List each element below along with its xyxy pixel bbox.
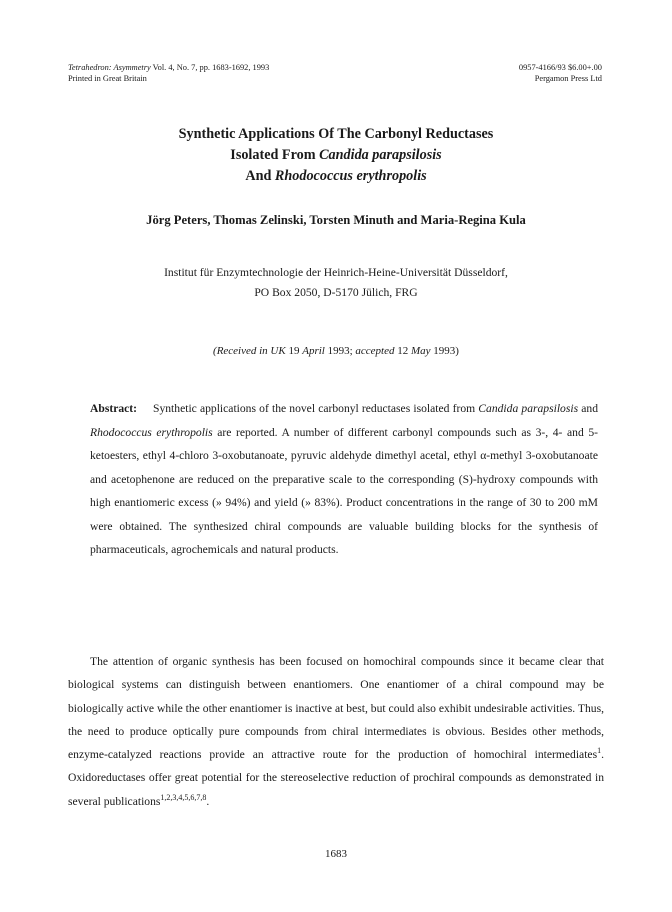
publisher-name: Pergamon Press Ltd (534, 74, 602, 83)
title-line-2: Isolated From Candida parapsilosis (230, 147, 442, 163)
species-rhodococcus: Rhodococcus erythropolis (90, 425, 213, 439)
received-dates: (Received in UK 19 April 1993; accepted 12 May 1993) (213, 345, 459, 357)
species-candida: Candida parapsilosis (478, 402, 579, 415)
publisher-header (519, 62, 602, 84)
affiliation-line-1: Institut für Enzymtechnologie der Heinrich-Heine-Universität Düsseldorf, (164, 266, 508, 279)
title-line-1: Synthetic Applications Of The Carbonyl Reductases (178, 126, 494, 142)
price-code: 0957-4166/93 $6.00+.00 (518, 63, 602, 72)
printed-in: Printed in Great Britain (68, 74, 147, 83)
title-line-3: And Rhodococcus erythropolis (245, 168, 427, 184)
abstract-label: Abstract: (90, 402, 138, 415)
body-paragraph: The attention of organic synthesis has been focused on homochiral compounds since it became clear that biological systems can distinguish between enantiomers. One enantiomer of a chiral compound may be biologically active while the other enantiomer is inactive at best, but could also exhibit undesirable activities. Thus, the need to produce optically pure compounds from chiral intermediates is obvious. Besides other methods, enzyme-catalyzed reactions provide an attractive route for the production of homochiral intermediates$^1$. Oxidoreductases offer great potential for the stereoselective reduction of prochiral compounds as demonstrated in several publications$^{1,2,3,4,5,6,7,8}$. (68, 655, 604, 808)
page-number: 1683 (325, 848, 347, 860)
abstract: Abstract: Synthetic applications of the novel carbonyl reductases isolated from Candida parapsilosis and Rhodococcus erythropolis are reported. A number of different carbonyl compounds such as 3-, 4- and 5-ketoesters, ethyl 4-chloro 3-oxobutanoate, pyruvic aldehyde dimethyl acetal, ethyl α-methyl 3-oxobutanoate and acetophenone are reduced on the preparative scale to the corresponding (S)-hydroxy compounds with high enantiomeric excess (» 94%) and yield (» 83%). Product concentrations in the range of 30 to 200 mM were obtained. The synthesized chiral compounds are valuable building blocks for the synthesis of pharmaceuticals, agrochemicals and natural products. (90, 402, 598, 556)
affiliation (0, 263, 672, 303)
reference-list: 1,2,3,4,5,6,7,8 (160, 792, 207, 802)
affiliation-line-2: PO Box 2050, D-5170 Jülich, FRG (254, 286, 418, 299)
paper-title (0, 124, 672, 187)
journal-header (68, 62, 269, 84)
reference-1: 1 (597, 746, 602, 756)
journal-citation: Tetrahedron: Asymmetry Vol. 4, No. 7, pp. 1683-1692, 1993 (68, 63, 270, 72)
author-list: Jörg Peters, Thomas Zelinski, Torsten Minuth and Maria-Regina Kula (146, 213, 526, 227)
